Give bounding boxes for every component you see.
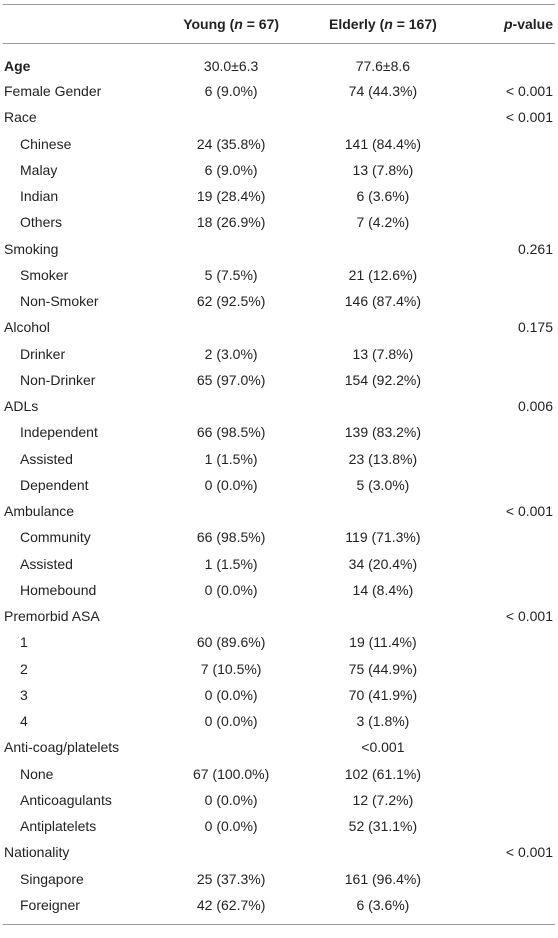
- header-variable: [3, 5, 163, 44]
- row-p-value: < 0.001: [505, 608, 553, 625]
- row-label: Smoking: [4, 240, 59, 257]
- row-p-value: [466, 262, 555, 288]
- row-label: ADLs: [4, 398, 39, 415]
- table-row: [3, 656, 555, 682]
- row-label: Alcohol: [4, 319, 50, 336]
- row-elderly-value: 52 (31.1%): [348, 818, 418, 835]
- row-label: Community: [20, 529, 91, 546]
- row-elderly-value: [300, 498, 467, 524]
- row-young-value: [163, 104, 300, 130]
- row-label: Foreigner: [3, 892, 163, 925]
- row-p-value: [466, 131, 555, 157]
- row-p-value: [466, 761, 555, 787]
- row-label: Chinese: [20, 135, 72, 152]
- table-row: [3, 236, 555, 262]
- row-elderly-value: 5 (3.0%): [356, 476, 410, 493]
- row-young-value: [163, 839, 300, 865]
- row-p-value: [466, 288, 555, 314]
- table-row: [3, 551, 555, 577]
- row-young-value: 0 (0.0%): [204, 686, 258, 703]
- row-label: Assisted: [20, 450, 73, 467]
- row-label: Singapore: [20, 870, 84, 887]
- header-row: [3, 5, 555, 44]
- table-row: [3, 892, 555, 925]
- row-young-value: [163, 314, 300, 340]
- row-label: Nationality: [4, 844, 70, 861]
- row-elderly-value: 139 (83.2%): [344, 424, 422, 441]
- row-label: Others: [20, 214, 63, 231]
- table-row: [3, 839, 555, 865]
- row-young-value: [163, 393, 300, 419]
- row-elderly-value: 14 (8.4%): [352, 581, 414, 598]
- row-p-value: [466, 524, 555, 550]
- row-p-value: [466, 813, 555, 839]
- row-p-value: < 0.001: [505, 109, 553, 126]
- table-row: [3, 183, 555, 209]
- table-row: [3, 498, 555, 524]
- row-p-value: [466, 157, 555, 183]
- row-p-value: < 0.001: [505, 503, 553, 520]
- row-p-value: [466, 446, 555, 472]
- table-row: [3, 629, 555, 655]
- row-elderly-value: 21 (12.6%): [348, 266, 418, 283]
- row-young-value: 6 (9.0%): [204, 161, 258, 178]
- table-row: [3, 104, 555, 130]
- row-young-value: [163, 498, 300, 524]
- row-label: Antiplatelets: [20, 818, 97, 835]
- row-elderly-value: 3 (1.8%): [356, 713, 410, 730]
- table-row: [3, 157, 555, 183]
- table-row: [3, 761, 555, 787]
- row-p-value: < 0.001: [505, 844, 553, 861]
- row-young-value: 19 (28.4%): [196, 188, 266, 205]
- row-elderly-value: <0.001: [361, 739, 405, 756]
- row-label: Ambulance: [4, 503, 75, 520]
- table-row: [3, 262, 555, 288]
- row-young-value: 65 (97.0%): [196, 371, 266, 388]
- row-label: Race: [4, 109, 37, 126]
- row-p-value: [466, 629, 555, 655]
- row-elderly-value: [300, 104, 467, 130]
- row-elderly-value: 70 (41.9%): [348, 686, 418, 703]
- row-p-value: 0.006: [517, 398, 553, 415]
- table-row: [3, 813, 555, 839]
- row-young-value: 5 (7.5%): [204, 266, 258, 283]
- table-row: [3, 866, 555, 892]
- row-p-value: [466, 44, 555, 79]
- row-young-value: 0 (0.0%): [204, 581, 258, 598]
- row-p-value: [466, 708, 555, 734]
- row-label: 2: [20, 660, 28, 677]
- row-label: Assisted: [20, 555, 73, 572]
- row-label: None: [20, 765, 54, 782]
- table-row: [3, 603, 555, 629]
- table-row: [3, 44, 555, 79]
- header-elderly: Elderly (n = 167): [300, 5, 467, 44]
- row-label: Independent: [20, 424, 98, 441]
- table-row: [3, 419, 555, 445]
- row-young-value: 0 (0.0%): [204, 713, 258, 730]
- row-elderly-value: 19 (11.4%): [349, 634, 417, 651]
- row-p-value: [466, 577, 555, 603]
- row-elderly-value: 141 (84.4%): [344, 135, 422, 152]
- table-row: [3, 682, 555, 708]
- row-label: Dependent: [20, 476, 89, 493]
- row-p-value: [466, 682, 555, 708]
- row-elderly-value: 102 (61.1%): [344, 765, 422, 782]
- row-elderly-value: [300, 839, 467, 865]
- row-young-value: 18 (26.9%): [196, 214, 266, 231]
- table-row: [3, 472, 555, 498]
- row-young-value: 6 (9.0%): [204, 83, 258, 100]
- row-p-value: [466, 866, 555, 892]
- row-elderly-value: 12 (7.2%): [352, 791, 414, 808]
- header-young: Young (n = 67): [163, 5, 300, 44]
- row-label: Drinker: [20, 345, 66, 362]
- row-young-value: 2 (3.0%): [204, 345, 258, 362]
- row-label: Malay: [20, 161, 58, 178]
- row-label: Indian: [20, 188, 59, 205]
- row-label: 1: [20, 634, 28, 651]
- row-label: Non-Smoker: [20, 293, 99, 310]
- row-p-value: [466, 734, 555, 760]
- table-header: [3, 5, 555, 44]
- demographics-table: [3, 4, 555, 925]
- row-elderly-value: 23 (13.8%): [348, 450, 418, 467]
- row-elderly-value: 75 (44.9%): [348, 660, 418, 677]
- row-young-value: 30.0±6.3: [203, 58, 259, 74]
- row-label: Female Gender: [4, 83, 102, 100]
- row-p-value: < 0.001: [505, 83, 553, 100]
- row-young-value: 66 (98.5%): [196, 529, 266, 546]
- row-elderly-value: 119 (71.3%): [345, 529, 421, 546]
- row-label: Non-Drinker: [20, 371, 96, 388]
- table-row: [3, 341, 555, 367]
- row-label: Smoker: [20, 266, 69, 283]
- row-young-value: [163, 603, 300, 629]
- row-p-value: [466, 787, 555, 813]
- row-p-value: [466, 892, 555, 925]
- row-elderly-value: 13 (7.8%): [352, 161, 414, 178]
- row-elderly-value: 74 (44.3%): [348, 83, 418, 100]
- row-elderly-value: [300, 314, 467, 340]
- row-p-value: [466, 419, 555, 445]
- row-young-value: 62 (92.5%): [196, 293, 266, 310]
- row-p-value: [466, 341, 555, 367]
- table-row: [3, 577, 555, 603]
- table-row: [3, 787, 555, 813]
- row-young-value: 1 (1.5%): [204, 450, 258, 467]
- row-young-value: 25 (37.3%): [196, 870, 266, 887]
- table-row: [3, 209, 555, 235]
- row-elderly-value: 161 (96.4%): [344, 870, 422, 887]
- row-p-value: [466, 472, 555, 498]
- table-row: [3, 131, 555, 157]
- row-label: Homebound: [20, 581, 97, 598]
- row-young-value: 0 (0.0%): [204, 791, 258, 808]
- row-p-value: 0.261: [517, 240, 553, 257]
- row-label: Premorbid ASA: [4, 608, 100, 625]
- row-elderly-value: [300, 603, 467, 629]
- table-row: [3, 367, 555, 393]
- row-young-value: 0 (0.0%): [204, 476, 258, 493]
- row-p-value: [466, 367, 555, 393]
- row-elderly-value: 13 (7.8%): [352, 345, 414, 362]
- table-row: [3, 734, 555, 760]
- row-label: 3: [20, 686, 28, 703]
- table-row: [3, 78, 555, 104]
- row-young-value: 24 (35.8%): [196, 135, 266, 152]
- row-elderly-value: 6 (3.6%): [356, 188, 410, 205]
- row-young-value: 0 (0.0%): [204, 818, 258, 835]
- row-young-value: 67 (100.0%): [192, 765, 270, 782]
- row-young-value: 7 (10.5%): [200, 660, 262, 677]
- row-label: Age: [4, 58, 31, 74]
- row-elderly-value: 7 (4.2%): [356, 214, 410, 231]
- row-p-value: [466, 209, 555, 235]
- table-row: [3, 708, 555, 734]
- table-row: [3, 446, 555, 472]
- table-row: [3, 524, 555, 550]
- row-young-value: [163, 236, 300, 262]
- table-body: [3, 44, 555, 925]
- row-p-value: [466, 183, 555, 209]
- row-young-value: 1 (1.5%): [204, 555, 258, 572]
- row-label: Anti-coag/platelets: [4, 739, 120, 756]
- row-elderly-value: [300, 236, 467, 262]
- row-elderly-value: 146 (87.4%): [344, 293, 422, 310]
- row-elderly-value: 77.6±8.6: [355, 58, 411, 74]
- row-young-value: [163, 734, 300, 760]
- row-elderly-value: 6 (3.6%): [300, 892, 467, 925]
- row-elderly-value: 34 (20.4%): [348, 555, 418, 572]
- row-label: Anticoagulants: [20, 791, 112, 808]
- table-row: [3, 288, 555, 314]
- row-p-value: 0.175: [517, 319, 553, 336]
- row-p-value: [466, 551, 555, 577]
- header-p-value: p-value: [466, 5, 555, 44]
- row-elderly-value: 154 (92.2%): [344, 371, 422, 388]
- row-label: 4: [20, 713, 28, 730]
- row-young-value: 42 (62.7%): [163, 892, 300, 925]
- row-young-value: 60 (89.6%): [196, 634, 266, 651]
- row-p-value: [466, 656, 555, 682]
- row-elderly-value: [300, 393, 467, 419]
- row-young-value: 66 (98.5%): [196, 424, 266, 441]
- table-row: [3, 314, 555, 340]
- table-row: [3, 393, 555, 419]
